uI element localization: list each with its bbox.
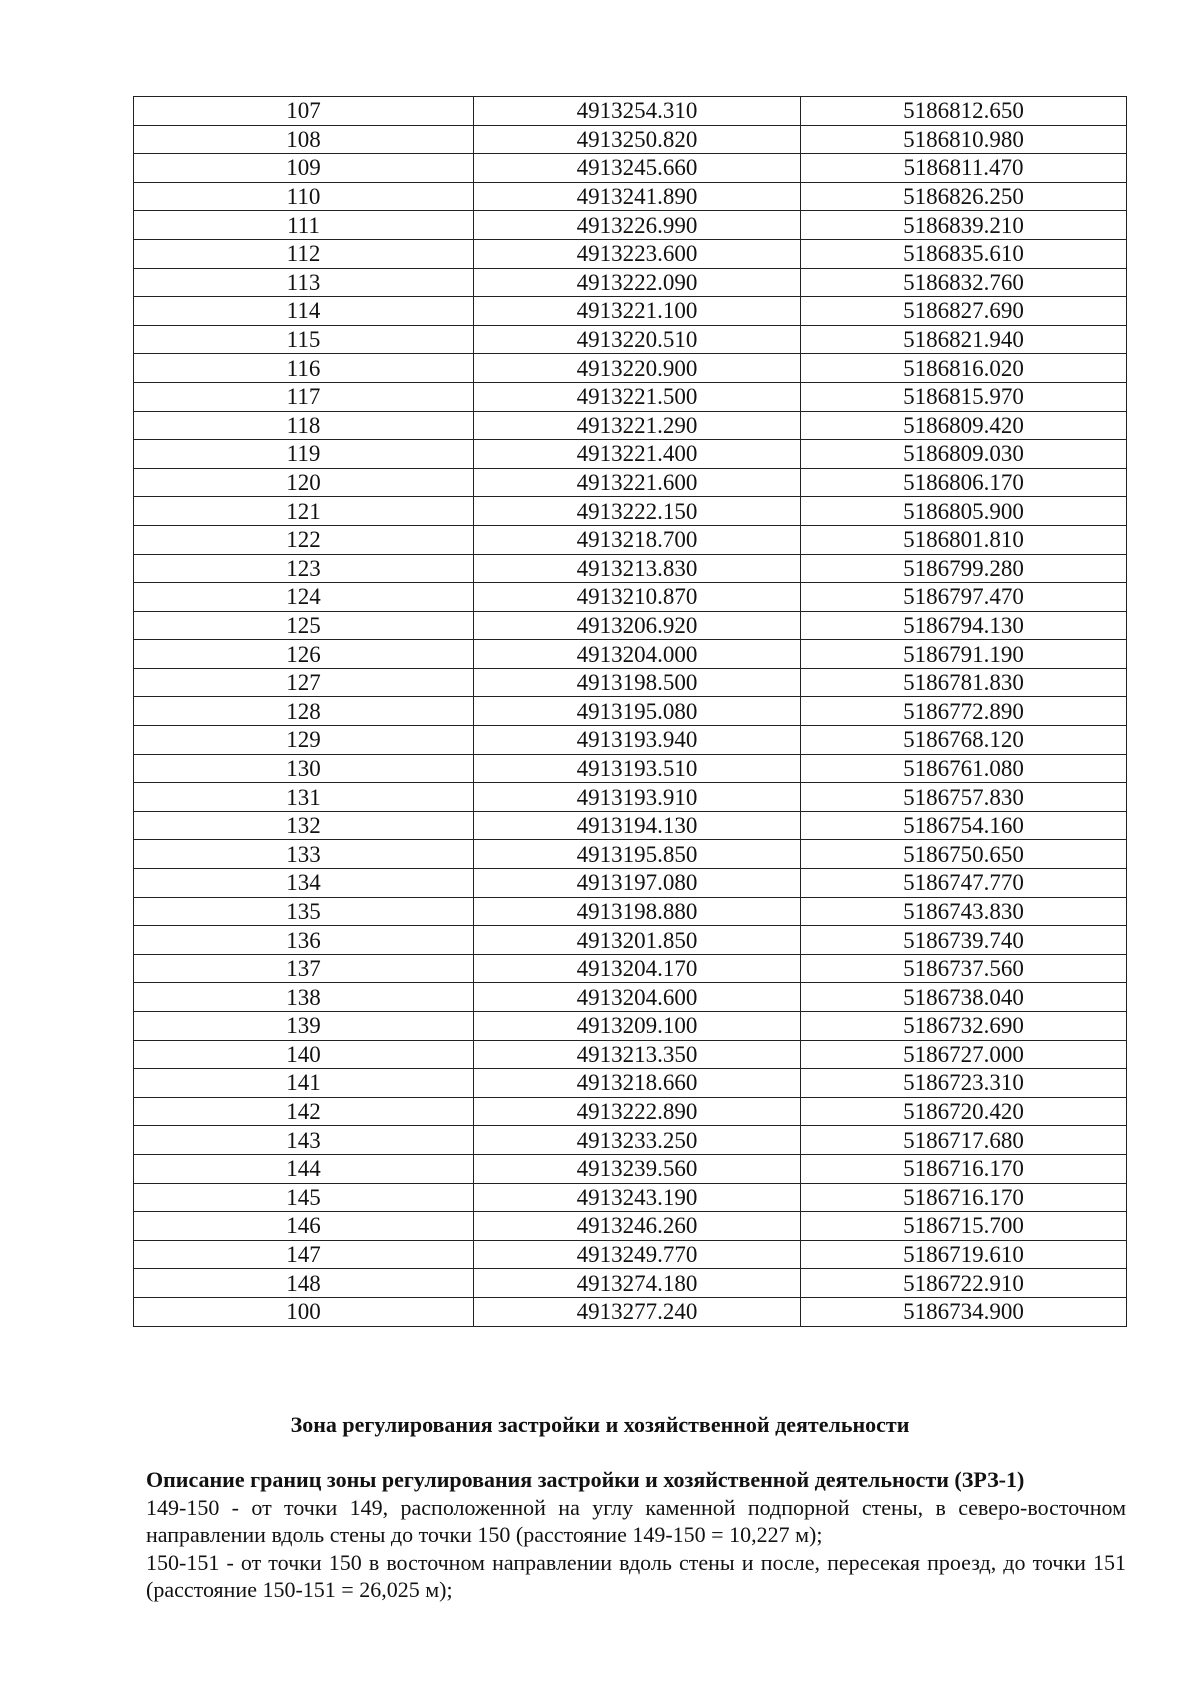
point-number-cell: 136 — [134, 926, 474, 955]
boundary-paragraph: 149-150 - от точки 149, расположенной на углу каменной подпорной стены, в северо-восточном направлении вдоль стены до точки 150 (расстояние 149-150 = 10,227 м); — [146, 1494, 1126, 1547]
coordinates-table-body — [134, 97, 1127, 1327]
x-coordinate-cell: 4913201.850 — [474, 926, 801, 955]
y-coordinate-cell: 5186757.830 — [801, 783, 1127, 812]
x-coordinate-cell: 4913198.880 — [474, 897, 801, 926]
table-row — [134, 1012, 1127, 1041]
table-row — [134, 954, 1127, 983]
point-number-cell: 116 — [134, 354, 474, 383]
point-number-cell: 125 — [134, 611, 474, 640]
table-row — [134, 1154, 1127, 1183]
point-number-cell: 146 — [134, 1212, 474, 1241]
y-coordinate-cell: 5186720.420 — [801, 1097, 1127, 1126]
y-coordinate-cell: 5186747.770 — [801, 869, 1127, 898]
point-number-cell: 113 — [134, 268, 474, 297]
x-coordinate-cell: 4913193.510 — [474, 754, 801, 783]
table-row — [134, 411, 1127, 440]
point-number-cell: 126 — [134, 640, 474, 669]
x-coordinate-cell: 4913213.830 — [474, 554, 801, 583]
x-coordinate-cell: 4913222.150 — [474, 497, 801, 526]
point-number-cell: 134 — [134, 869, 474, 898]
y-coordinate-cell: 5186791.190 — [801, 640, 1127, 669]
y-coordinate-cell: 5186750.650 — [801, 840, 1127, 869]
table-row — [134, 1240, 1127, 1269]
x-coordinate-cell: 4913193.940 — [474, 726, 801, 755]
x-coordinate-cell: 4913274.180 — [474, 1269, 801, 1298]
x-coordinate-cell: 4913195.080 — [474, 697, 801, 726]
x-coordinate-cell: 4913213.350 — [474, 1040, 801, 1069]
point-number-cell: 130 — [134, 754, 474, 783]
x-coordinate-cell: 4913250.820 — [474, 125, 801, 154]
point-number-cell: 122 — [134, 525, 474, 554]
y-coordinate-cell: 5186739.740 — [801, 926, 1127, 955]
x-coordinate-cell: 4913221.400 — [474, 440, 801, 469]
table-row — [134, 440, 1127, 469]
table-row — [134, 611, 1127, 640]
point-number-cell: 112 — [134, 239, 474, 268]
x-coordinate-cell: 4913233.250 — [474, 1126, 801, 1155]
y-coordinate-cell: 5186815.970 — [801, 382, 1127, 411]
point-number-cell: 110 — [134, 182, 474, 211]
table-row — [134, 554, 1127, 583]
y-coordinate-cell: 5186734.900 — [801, 1297, 1127, 1326]
x-coordinate-cell: 4913249.770 — [474, 1240, 801, 1269]
x-coordinate-cell: 4913209.100 — [474, 1012, 801, 1041]
point-number-cell: 128 — [134, 697, 474, 726]
point-number-cell: 127 — [134, 668, 474, 697]
point-number-cell: 120 — [134, 468, 474, 497]
y-coordinate-cell: 5186809.420 — [801, 411, 1127, 440]
y-coordinate-cell: 5186811.470 — [801, 154, 1127, 183]
x-coordinate-cell: 4913221.500 — [474, 382, 801, 411]
x-coordinate-cell: 4913254.310 — [474, 97, 801, 126]
coordinates-table — [133, 96, 1127, 1327]
point-number-cell: 144 — [134, 1154, 474, 1183]
table-row — [134, 97, 1127, 126]
table-row — [134, 897, 1127, 926]
point-number-cell: 123 — [134, 554, 474, 583]
y-coordinate-cell: 5186816.020 — [801, 354, 1127, 383]
point-number-cell: 115 — [134, 325, 474, 354]
x-coordinate-cell: 4913222.090 — [474, 268, 801, 297]
x-coordinate-cell: 4913243.190 — [474, 1183, 801, 1212]
section-title: Зона регулирования застройки и хозяйственной деятельности — [290, 1412, 910, 1437]
table-row — [134, 297, 1127, 326]
x-coordinate-cell: 4913198.500 — [474, 668, 801, 697]
table-row — [134, 1126, 1127, 1155]
point-number-cell: 147 — [134, 1240, 474, 1269]
y-coordinate-cell: 5186821.940 — [801, 325, 1127, 354]
y-coordinate-cell: 5186781.830 — [801, 668, 1127, 697]
x-coordinate-cell: 4913246.260 — [474, 1212, 801, 1241]
point-number-cell: 135 — [134, 897, 474, 926]
x-coordinate-cell: 4913218.700 — [474, 525, 801, 554]
y-coordinate-cell: 5186754.160 — [801, 811, 1127, 840]
point-number-cell: 138 — [134, 983, 474, 1012]
y-coordinate-cell: 5186738.040 — [801, 983, 1127, 1012]
point-number-cell: 142 — [134, 1097, 474, 1126]
y-coordinate-cell: 5186737.560 — [801, 954, 1127, 983]
point-number-cell: 114 — [134, 297, 474, 326]
table-row — [134, 811, 1127, 840]
x-coordinate-cell: 4913193.910 — [474, 783, 801, 812]
table-row — [134, 239, 1127, 268]
boundary-paragraph: 150-151 - от точки 150 в восточном направлении вдоль стены и после, пересекая проезд, до точки 151 (расстояние 150-151 = 26,025 м); — [146, 1549, 1126, 1602]
table-row — [134, 783, 1127, 812]
x-coordinate-cell: 4913222.890 — [474, 1097, 801, 1126]
x-coordinate-cell: 4913239.560 — [474, 1154, 801, 1183]
point-number-cell: 117 — [134, 382, 474, 411]
point-number-cell: 139 — [134, 1012, 474, 1041]
table-row — [134, 525, 1127, 554]
section-subtitle: Описание границ зоны регулирования застройки и хозяйственной деятельности (ЗРЗ-1) — [146, 1467, 1025, 1492]
table-row — [134, 1097, 1127, 1126]
table-row — [134, 726, 1127, 755]
point-number-cell: 148 — [134, 1269, 474, 1298]
x-coordinate-cell: 4913221.290 — [474, 411, 801, 440]
y-coordinate-cell: 5186743.830 — [801, 897, 1127, 926]
x-coordinate-cell: 4913195.850 — [474, 840, 801, 869]
y-coordinate-cell: 5186832.760 — [801, 268, 1127, 297]
table-row — [134, 926, 1127, 955]
point-number-cell: 109 — [134, 154, 474, 183]
y-coordinate-cell: 5186761.080 — [801, 754, 1127, 783]
x-coordinate-cell: 4913218.660 — [474, 1069, 801, 1098]
point-number-cell: 145 — [134, 1183, 474, 1212]
point-number-cell: 108 — [134, 125, 474, 154]
table-row — [134, 1212, 1127, 1241]
y-coordinate-cell: 5186727.000 — [801, 1040, 1127, 1069]
y-coordinate-cell: 5186772.890 — [801, 697, 1127, 726]
x-coordinate-cell: 4913204.600 — [474, 983, 801, 1012]
y-coordinate-cell: 5186794.130 — [801, 611, 1127, 640]
point-number-cell: 100 — [134, 1297, 474, 1326]
x-coordinate-cell: 4913206.920 — [474, 611, 801, 640]
table-row — [134, 268, 1127, 297]
point-number-cell: 131 — [134, 783, 474, 812]
table-row — [134, 983, 1127, 1012]
table-row — [134, 382, 1127, 411]
x-coordinate-cell: 4913204.170 — [474, 954, 801, 983]
y-coordinate-cell: 5186716.170 — [801, 1154, 1127, 1183]
table-row — [134, 583, 1127, 612]
table-row — [134, 1040, 1127, 1069]
point-number-cell: 121 — [134, 497, 474, 526]
table-row — [134, 869, 1127, 898]
x-coordinate-cell: 4913220.900 — [474, 354, 801, 383]
point-number-cell: 129 — [134, 726, 474, 755]
y-coordinate-cell: 5186810.980 — [801, 125, 1127, 154]
y-coordinate-cell: 5186768.120 — [801, 726, 1127, 755]
y-coordinate-cell: 5186835.610 — [801, 239, 1127, 268]
table-row — [134, 754, 1127, 783]
table-row — [134, 1297, 1127, 1326]
point-number-cell: 137 — [134, 954, 474, 983]
table-row — [134, 468, 1127, 497]
point-number-cell: 143 — [134, 1126, 474, 1155]
y-coordinate-cell: 5186809.030 — [801, 440, 1127, 469]
y-coordinate-cell: 5186805.900 — [801, 497, 1127, 526]
y-coordinate-cell: 5186732.690 — [801, 1012, 1127, 1041]
x-coordinate-cell: 4913221.600 — [474, 468, 801, 497]
table-row — [134, 1183, 1127, 1212]
x-coordinate-cell: 4913226.990 — [474, 211, 801, 240]
y-coordinate-cell: 5186812.650 — [801, 97, 1127, 126]
point-number-cell: 140 — [134, 1040, 474, 1069]
y-coordinate-cell: 5186716.170 — [801, 1183, 1127, 1212]
y-coordinate-cell: 5186715.700 — [801, 1212, 1127, 1241]
y-coordinate-cell: 5186801.810 — [801, 525, 1127, 554]
table-row — [134, 354, 1127, 383]
table-row — [134, 1269, 1127, 1298]
table-row — [134, 1069, 1127, 1098]
table-row — [134, 640, 1127, 669]
table-row — [134, 125, 1127, 154]
point-number-cell: 118 — [134, 411, 474, 440]
x-coordinate-cell: 4913277.240 — [474, 1297, 801, 1326]
y-coordinate-cell: 5186719.610 — [801, 1240, 1127, 1269]
table-row — [134, 840, 1127, 869]
y-coordinate-cell: 5186723.310 — [801, 1069, 1127, 1098]
point-number-cell: 111 — [134, 211, 474, 240]
point-number-cell: 124 — [134, 583, 474, 612]
x-coordinate-cell: 4913245.660 — [474, 154, 801, 183]
x-coordinate-cell: 4913241.890 — [474, 182, 801, 211]
y-coordinate-cell: 5186722.910 — [801, 1269, 1127, 1298]
y-coordinate-cell: 5186839.210 — [801, 211, 1127, 240]
y-coordinate-cell: 5186717.680 — [801, 1126, 1127, 1155]
x-coordinate-cell: 4913220.510 — [474, 325, 801, 354]
point-number-cell: 133 — [134, 840, 474, 869]
table-row — [134, 154, 1127, 183]
x-coordinate-cell: 4913194.130 — [474, 811, 801, 840]
y-coordinate-cell: 5186806.170 — [801, 468, 1127, 497]
y-coordinate-cell: 5186797.470 — [801, 583, 1127, 612]
x-coordinate-cell: 4913221.100 — [474, 297, 801, 326]
table-row — [134, 668, 1127, 697]
table-row — [134, 697, 1127, 726]
x-coordinate-cell: 4913210.870 — [474, 583, 801, 612]
x-coordinate-cell: 4913197.080 — [474, 869, 801, 898]
point-number-cell: 119 — [134, 440, 474, 469]
y-coordinate-cell: 5186827.690 — [801, 297, 1127, 326]
point-number-cell: 107 — [134, 97, 474, 126]
x-coordinate-cell: 4913204.000 — [474, 640, 801, 669]
boundary-description — [146, 1466, 1126, 1604]
table-row — [134, 211, 1127, 240]
y-coordinate-cell: 5186826.250 — [801, 182, 1127, 211]
point-number-cell: 132 — [134, 811, 474, 840]
point-number-cell: 141 — [134, 1069, 474, 1098]
table-row — [134, 182, 1127, 211]
table-row — [134, 325, 1127, 354]
table-row — [134, 497, 1127, 526]
x-coordinate-cell: 4913223.600 — [474, 239, 801, 268]
y-coordinate-cell: 5186799.280 — [801, 554, 1127, 583]
